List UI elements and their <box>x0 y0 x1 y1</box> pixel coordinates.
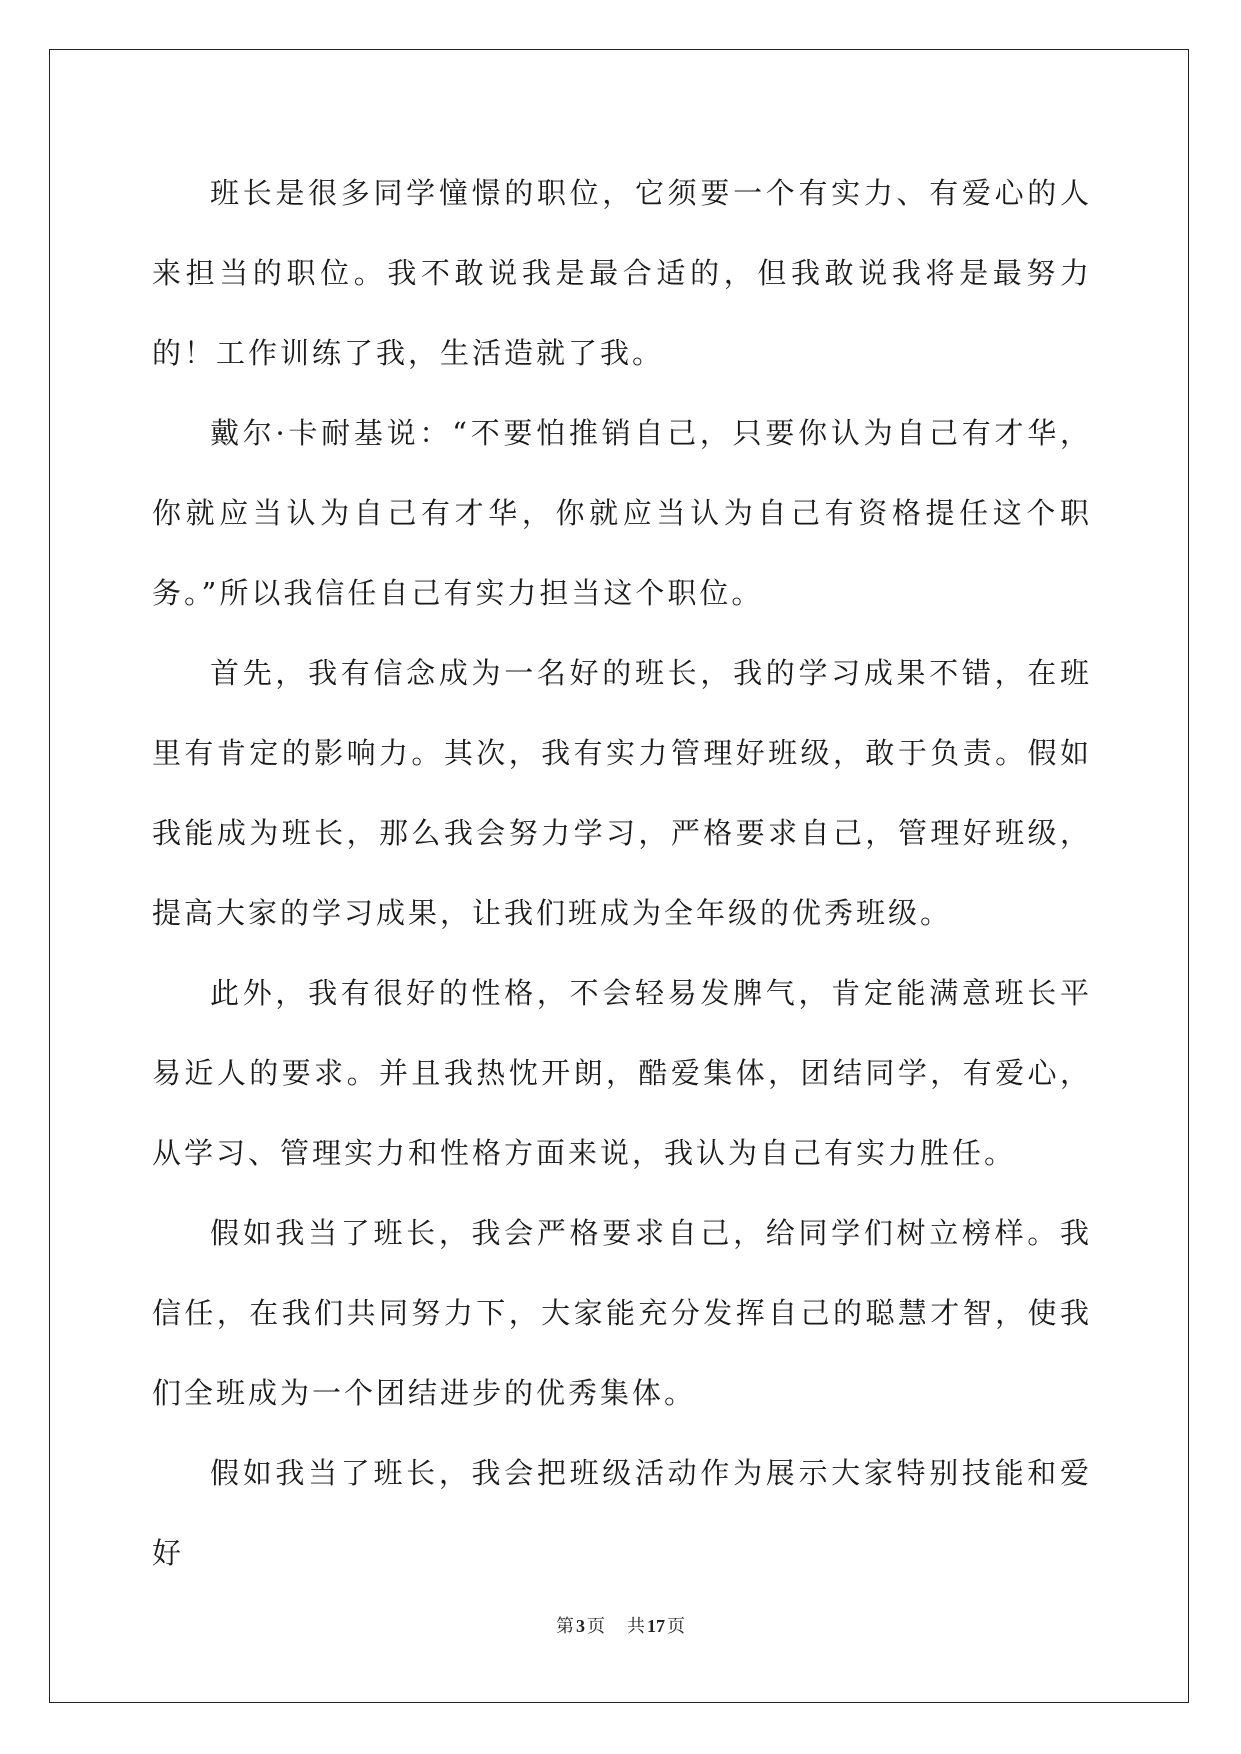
document-body <box>152 153 1092 1593</box>
paragraph-5: 假如我当了班长，我会严格要求自己，给同学们树立榜样。我信任，在我们共同努力下，大家能充分发挥自己的聪慧才智，使我们全班成为一个团结进步的优秀集体。 <box>152 1216 1092 1410</box>
paragraph-4: 此外，我有很好的性格，不会轻易发脾气，肯定能满意班长平易近人的要求。并且我热忱开朗，酷爱集体，团结同学，有爱心，从学习、管理实力和性格方面来说，我认为自己有实力胜任。 <box>152 976 1092 1170</box>
page-suffix: 页 <box>587 1616 605 1637</box>
paragraph-6: 假如我当了班长，我会把班级活动作为展示大家特别技能和爱好 <box>152 1456 1092 1570</box>
page-footer <box>0 1612 1241 1638</box>
current-page-number: 3 <box>576 1616 585 1636</box>
paragraph-1: 班长是很多同学憧憬的职位，它须要一个有实力、有爱心的人来担当的职位。我不敢说我是最合适的，但我敢说我将是最努力的！工作训练了我，生活造就了我。 <box>152 176 1092 370</box>
paragraph-2: 戴尔·卡耐基说：“不要怕推销自己，只要你认为自己有才华，你就应当认为自己有才华，你就应当认为自己有资格提任这个职务。”所以我信任自己有实力担当这个职位。 <box>152 416 1092 610</box>
total-page-number: 17 <box>647 1616 665 1636</box>
total-prefix: 共 <box>627 1616 645 1637</box>
total-suffix: 页 <box>667 1616 685 1637</box>
page-prefix: 第 <box>556 1616 574 1637</box>
paragraph-3: 首先，我有信念成为一名好的班长，我的学习成果不错，在班里有肯定的影响力。其次，我有实力管理好班级，敢于负责。假如我能成为班长，那么我会努力学习，严格要求自己，管理好班级，提高大家的学习成果，让我们班成为全年级的优秀班级。 <box>152 656 1092 930</box>
